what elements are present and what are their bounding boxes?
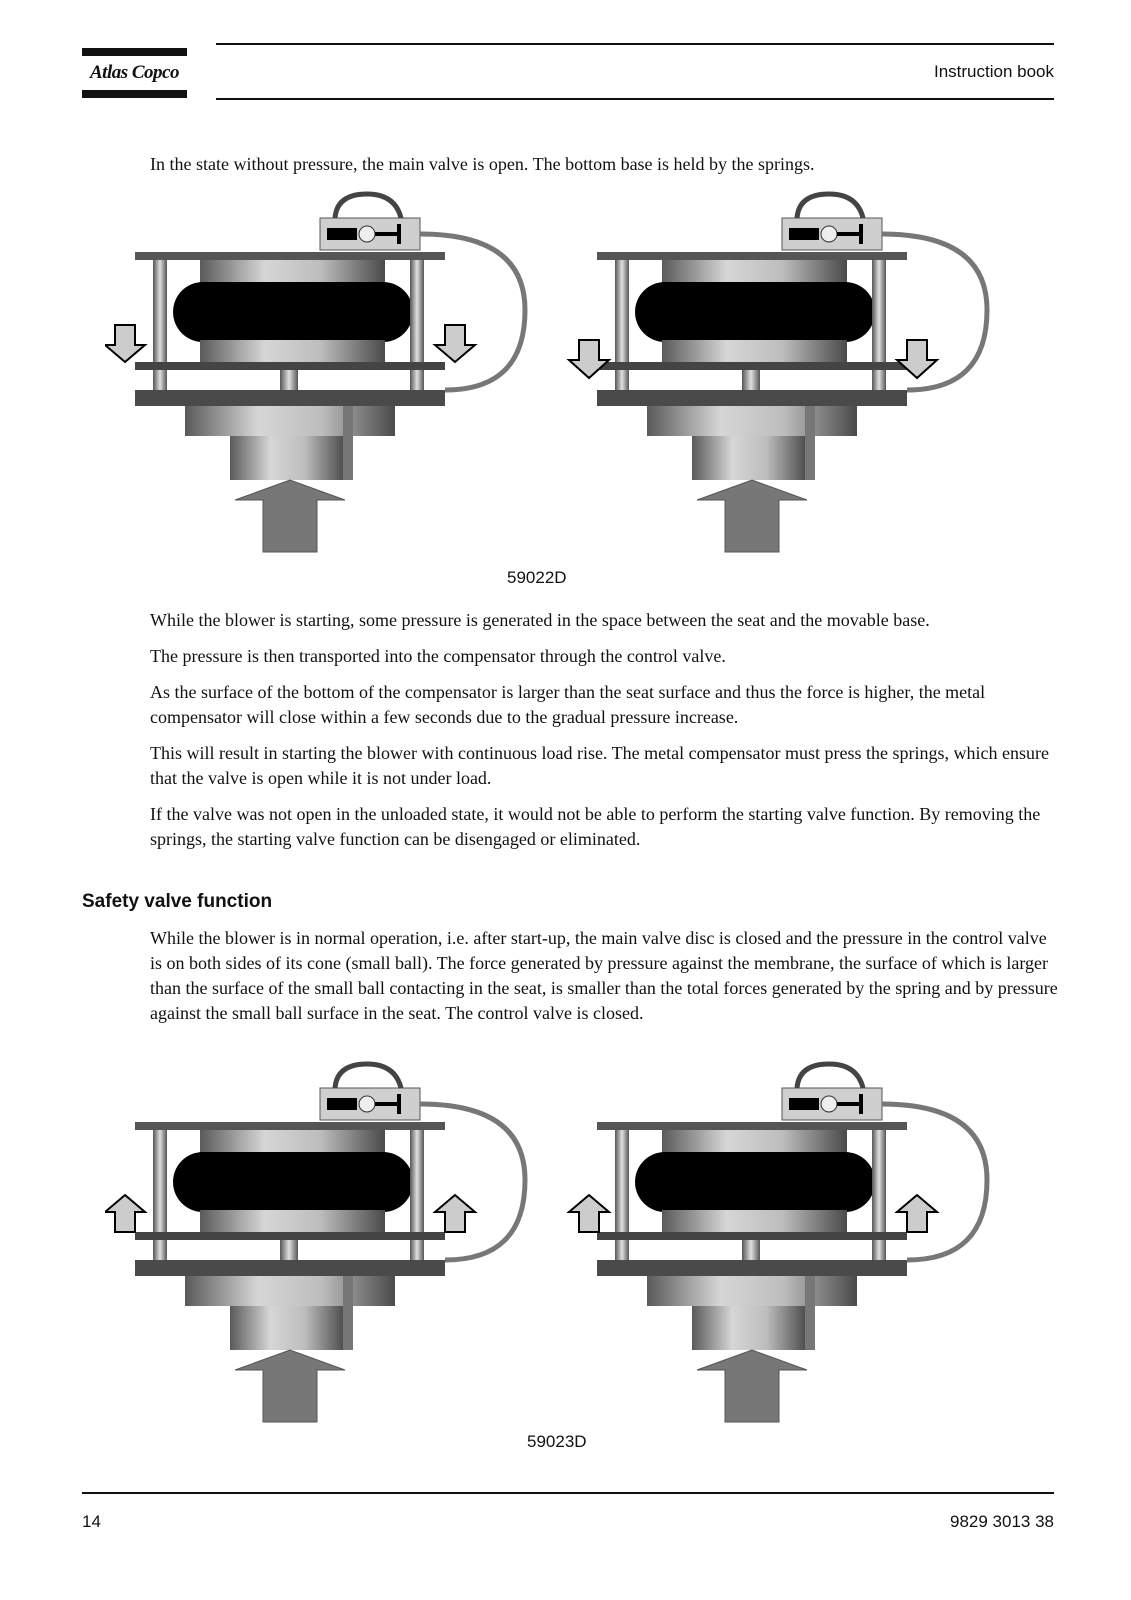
up-arrow-icon xyxy=(569,1195,609,1232)
logo-bar-top xyxy=(82,48,187,56)
down-arrow-icon xyxy=(105,325,145,362)
paragraph-blower-starting: While the blower is starting, some pressure is generated in the space between the seat and the movable base. xyxy=(150,610,930,630)
valve-diagram-right xyxy=(597,1064,987,1422)
up-arrow-icon xyxy=(105,1195,145,1232)
paragraph-removing-springs: If the valve was not open in the unloaded state, it would not be able to perform the starting valve function. By removing the springs, the starting valve function can be disengaged or eliminated. xyxy=(150,804,1041,849)
document-number: 9829 3013 38 xyxy=(950,1512,1054,1531)
header-rule-top xyxy=(216,43,1054,45)
paragraph-unpressurized-state: In the state without pressure, the main valve is open. The bottom base is held by the springs. xyxy=(150,154,815,174)
logo-wordmark: Atlas Copco xyxy=(90,62,179,83)
paragraph-pressure-transport: The pressure is then transported into the compensator through the control valve. xyxy=(150,646,726,666)
down-arrow-icon xyxy=(569,340,609,378)
figure-safety-valve xyxy=(105,1060,1065,1435)
page-number: 14 xyxy=(82,1512,101,1531)
footer-rule xyxy=(82,1492,1054,1494)
paragraph-normal-operation: While the blower is in normal operation, i.e. after start-up, the main valve disc is closed and the pressure in the control valve is on both sides of its cone (small ball). The force generated by pressure against the membrane, the surface of which is larger than the surface of the small ball contacting in the seat, is smaller than the total forces generated by the spring and by pressure against the small ball surface in the seat. The control valve is closed. xyxy=(150,928,1058,1023)
up-arrow-icon xyxy=(435,1195,475,1232)
valve-diagram-left xyxy=(135,1064,525,1422)
valve-diagram-left xyxy=(135,194,525,552)
paragraph-continuous-load-rise: This will result in starting the blower with continuous load rise. The metal compensator must press the springs, which ensure that the valve is open while it is not under load. xyxy=(150,743,1050,788)
logo-bar-bottom xyxy=(82,90,187,98)
header-title: Instruction book xyxy=(933,62,1054,81)
up-arrow-icon xyxy=(897,1195,937,1232)
figure-caption-59023d: 59023D xyxy=(527,1432,587,1451)
figure-starting-valve xyxy=(105,190,1065,565)
down-arrow-icon xyxy=(435,325,475,362)
atlas-copco-logo xyxy=(82,48,187,100)
down-arrow-icon xyxy=(897,340,937,378)
section-heading-safety-valve: Safety valve function xyxy=(82,891,273,912)
header-rule-bottom xyxy=(216,98,1054,100)
figure-caption-59022d: 59022D xyxy=(507,568,567,587)
valve-diagram-right xyxy=(597,194,987,552)
paragraph-compensator-surface: As the surface of the bottom of the compensator is larger than the seat surface and thus the force is higher, the metal compensator will close within a few seconds due to the gradual pressure increase. xyxy=(150,682,986,727)
